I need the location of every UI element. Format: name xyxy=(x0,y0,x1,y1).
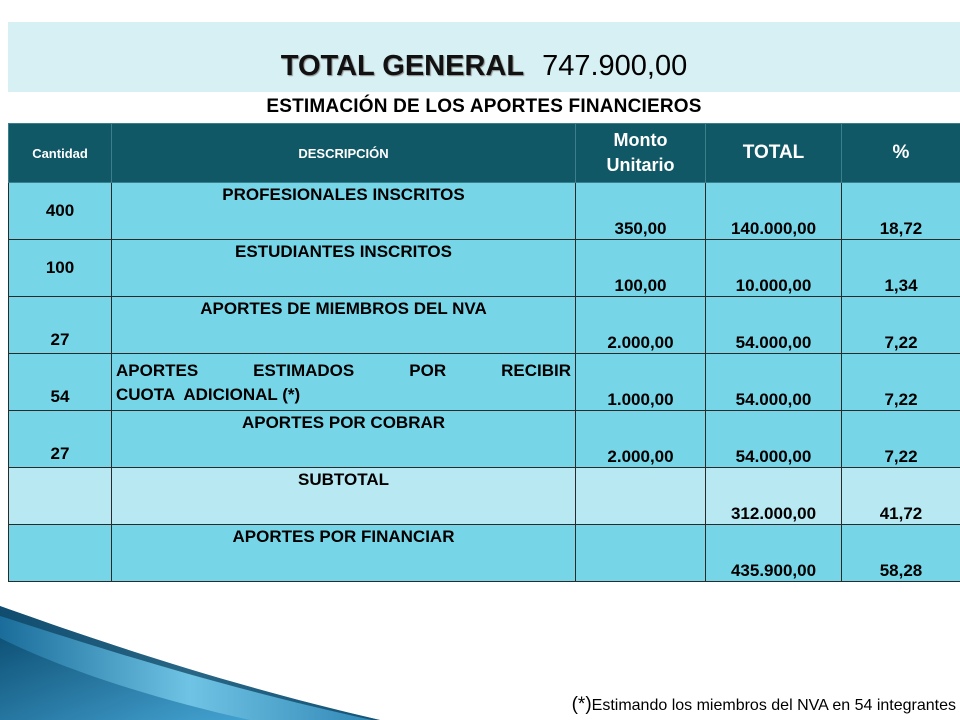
cell-descripcion-line2: CUOTA ADICIONAL (*) xyxy=(116,385,301,404)
total-general xyxy=(8,48,960,84)
cell-monto: 2.000,00 xyxy=(576,297,706,354)
col-cantidad: Cantidad xyxy=(9,124,112,183)
cell-cantidad: 400 xyxy=(9,183,112,240)
cell-total: 10.000,00 xyxy=(706,240,842,297)
cell-descripcion: ESTUDIANTES INSCRITOS xyxy=(112,240,576,297)
cell-total: 140.000,00 xyxy=(706,183,842,240)
footnote xyxy=(572,694,956,716)
cell-empty xyxy=(9,525,112,582)
cell-monto: 2.000,00 xyxy=(576,411,706,468)
cell-descripcion-line1: APORTES ESTIMADOS POR RECIBIR xyxy=(116,361,571,380)
cell-monto: 350,00 xyxy=(576,183,706,240)
footnote-text: Estimando los miembros del NVA en 54 integrantes xyxy=(591,697,956,714)
cell-monto: 100,00 xyxy=(576,240,706,297)
cell-pct: 7,22 xyxy=(842,411,960,468)
table-row xyxy=(9,183,960,240)
cell-empty xyxy=(9,468,112,525)
total-general-label: TOTAL GENERAL xyxy=(280,50,525,82)
cell-empty xyxy=(576,468,706,525)
col-monto-line1: Monto xyxy=(613,130,668,150)
cell-monto: 1.000,00 xyxy=(576,354,706,411)
col-pct: % xyxy=(842,124,960,183)
cell-cantidad: 27 xyxy=(9,411,112,468)
col-descripcion: DESCRIPCIÓN xyxy=(112,124,576,183)
col-total: TOTAL xyxy=(706,124,842,183)
total-general-value: 747.900,00 xyxy=(542,50,688,82)
aportes-table xyxy=(8,123,960,582)
table-title: ESTIMACIÓN DE LOS APORTES FINANCIEROS xyxy=(266,96,702,117)
financiar-row xyxy=(9,525,960,582)
cell-total: 54.000,00 xyxy=(706,354,842,411)
cell-pct: 7,22 xyxy=(842,297,960,354)
cell-pct: 18,72 xyxy=(842,183,960,240)
cell-pct: 1,34 xyxy=(842,240,960,297)
cell-cantidad: 27 xyxy=(9,297,112,354)
cell-empty xyxy=(576,525,706,582)
subtotal-label: SUBTOTAL xyxy=(112,468,576,525)
footnote-mark: (*) xyxy=(571,694,592,715)
col-monto-unitario xyxy=(576,124,706,183)
cell-total: 54.000,00 xyxy=(706,297,842,354)
cell-cantidad: 100 xyxy=(9,240,112,297)
cell-total: 54.000,00 xyxy=(706,411,842,468)
financiar-pct: 58,28 xyxy=(842,525,960,582)
cell-descripcion: APORTES POR COBRAR xyxy=(112,411,576,468)
subtotal-row xyxy=(9,468,960,525)
table-row xyxy=(9,411,960,468)
cell-pct: 7,22 xyxy=(842,354,960,411)
cell-descripcion: APORTES DE MIEMBROS DEL NVA xyxy=(112,297,576,354)
table-header-row xyxy=(9,124,960,183)
total-general-banner xyxy=(8,22,960,92)
table-row xyxy=(9,240,960,297)
cell-descripcion xyxy=(112,354,576,411)
table-row xyxy=(9,297,960,354)
subtotal-pct: 41,72 xyxy=(842,468,960,525)
col-monto-line2: Unitario xyxy=(606,155,675,175)
financiar-total: 435.900,00 xyxy=(706,525,842,582)
cell-descripcion: PROFESIONALES INSCRITOS xyxy=(112,183,576,240)
subtotal-total: 312.000,00 xyxy=(706,468,842,525)
financiar-label: APORTES POR FINANCIAR xyxy=(112,525,576,582)
table-row xyxy=(9,354,960,411)
cell-cantidad: 54 xyxy=(9,354,112,411)
